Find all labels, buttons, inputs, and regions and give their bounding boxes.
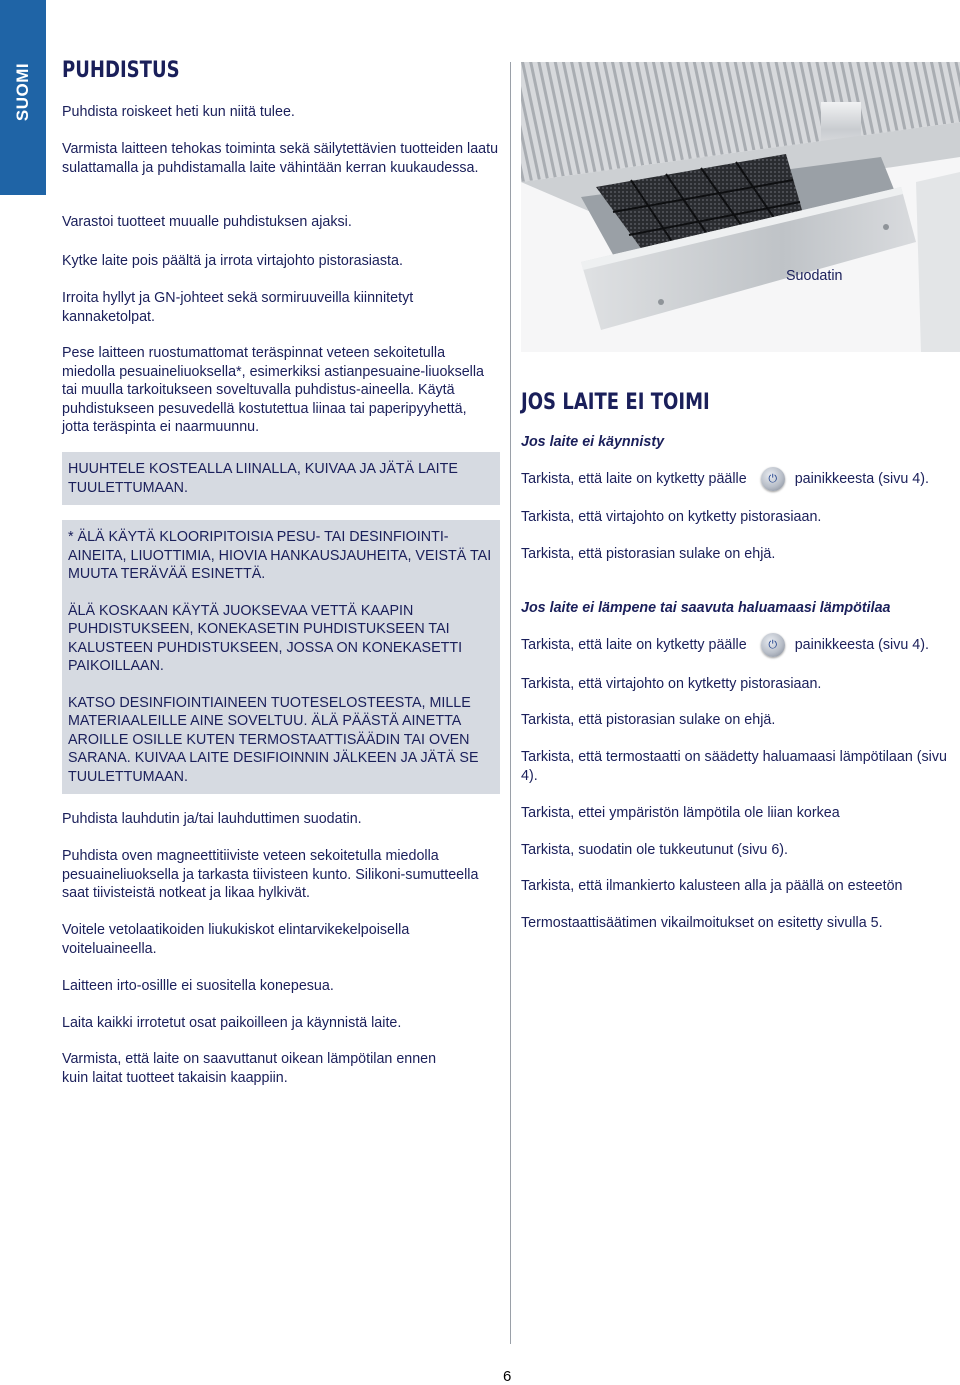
check-line-text: painikkeesta (sivu 4). bbox=[794, 637, 929, 653]
notice-text: ÄLÄ KOSKAAN KÄYTÄ JUOKSEVAA VETTÄ KAAPIN PUHDISTUKSEEN, KONEKASETIN PUHDISTUKSEEN TAI KALUSTEEN PUHDISTUKSEEN, JOSSA ON KONEKASETTI PAIKOILLAAN. bbox=[68, 602, 463, 674]
notice-text: HUUHTELE KOSTEALLA LIINALLA, KUIVAA JA JÄTÄ LAITE TUULETTUMAAN. bbox=[68, 461, 458, 496]
check-line bbox=[521, 467, 951, 491]
check-line: Tarkista, että termostaatti on säädetty haluamaasi lämpötilaan (sivu 4). bbox=[521, 749, 947, 784]
check-line: Tarkista, että pistorasian sulake on ehjä. bbox=[521, 712, 776, 728]
figure-caption: Suodatin bbox=[786, 268, 843, 284]
notice-text: * ÄLÄ KÄYTÄ KLOORIPITOISIA PESU- TAI DESINFIOINTI-AINEITA, LIUOTTIMIA, HIOVIA HANKAUSJAUHEITA, VEISTÄ TAI MUUTA TERÄVÄÄ ESINETTÄ. bbox=[68, 529, 492, 582]
section-title-cleaning: PUHDISTUS bbox=[62, 58, 180, 83]
cleaning-paragraph: Varastoi tuotteet muualle puhdistuksen ajaksi. bbox=[62, 214, 352, 230]
cleaning-paragraph: Kytke laite pois päältä ja irrota virtajohto pistorasiasta. bbox=[62, 253, 403, 269]
check-line-text: painikkeesta (sivu 4). bbox=[794, 471, 929, 487]
language-tab bbox=[0, 0, 46, 195]
subheading-not-heating: Jos laite ei lämpene tai saavuta haluamaasi lämpötilaa bbox=[521, 600, 891, 616]
check-line-text: Tarkista, että laite on kytketty päälle bbox=[521, 637, 747, 653]
check-line-text: Tarkista, että laite on kytketty päälle bbox=[521, 471, 747, 487]
cleaning-paragraph: Puhdista roiskeet heti kun niitä tulee. bbox=[62, 104, 295, 120]
cleaning-paragraph: Puhdista lauhdutin ja/tai lauhduttimen suodatin. bbox=[62, 811, 362, 827]
cleaning-paragraph: Laitteen irto-osillle ei suositella konepesua. bbox=[62, 978, 334, 994]
notice-box-rinse bbox=[62, 452, 500, 505]
section-title-troubleshooting: JOS LAITE EI TOIMI bbox=[521, 390, 710, 415]
cleaning-paragraph: Pese laitteen ruostumattomat teräspinnat veteen sekoitetulla miedolla pesuaineliuoksella*, esimerkiksi astianpesuaine-liuoksella tai muulla tarkoitukseen soveltuvalla puhdistus-aineella. Käytä puhdistukseen pesuvedellä kostutettua liinaa tai paperipyyhettä, jotta teräspinta ei naarmuunnu. bbox=[62, 345, 484, 435]
cleaning-paragraph: Irroita hyllyt ja GN-johteet sekä sormiruuveilla kiinnitetyt kannaketolpat. bbox=[62, 290, 414, 325]
cleaning-paragraph: Laita kaikki irrotetut osat paikoilleen ja käynnistä laite. bbox=[62, 1015, 402, 1031]
check-line: Tarkista, ettei ympäristön lämpötila ole liian korkea bbox=[521, 805, 840, 821]
check-line: Tarkista, suodatin ole tukkeutunut (sivu 6). bbox=[521, 842, 789, 858]
subheading-not-starting: Jos laite ei käynnisty bbox=[521, 434, 665, 450]
power-button-icon bbox=[761, 633, 785, 657]
check-line: Termostaattisäätimen vikailmoitukset on esitetty sivulla 5. bbox=[521, 915, 883, 931]
notice-text: KATSO DESINFIOINTIAINEEN TUOTESELOSTEESTA, MILLE MATERIAALEILLE AINE SOVELTUU. ÄLÄ PÄÄSTÄ AINETTA AROILLE OSILLE KUTEN TERMOSTAATTISÄÄDIN TAI OVEN SARANA. KUIVAA LAITE DESIFIOINNIN JÄLKEEN JA JÄTÄ SE TUULETTUMAAN. bbox=[68, 694, 479, 785]
check-line: Tarkista, että ilmankierto kalusteen alla ja päällä on esteetön bbox=[521, 878, 903, 894]
check-line: Tarkista, että virtajohto on kytketty pistorasiaan. bbox=[521, 509, 822, 525]
cleaning-paragraph: Voitele vetolaatikoiden liukukiskot elintarvikekelpoisella voiteluaineella. bbox=[62, 922, 410, 957]
language-tab-label: SUOMI bbox=[13, 62, 32, 122]
cleaning-paragraph: Varmista, että laite on saavuttanut oikean lämpötilan ennen kuin laitat tuotteet takaisin kaappiin. bbox=[62, 1051, 437, 1086]
power-button-icon bbox=[761, 467, 785, 491]
check-line: Tarkista, että virtajohto on kytketty pistorasiaan. bbox=[521, 676, 822, 692]
check-line bbox=[521, 633, 951, 657]
cleaning-paragraph: Puhdista oven magneettitiiviste veteen sekoitetulla miedolla pesuaineliuoksella ja tarkasta tiivisteen kunto. Silikoni-sumutteella saat tiivisteistä notkeat ja likaa hylkivät. bbox=[62, 848, 479, 901]
notice-box-warnings bbox=[62, 520, 500, 794]
check-line: Tarkista, että pistorasian sulake on ehjä. bbox=[521, 546, 776, 562]
filter-drawer-photo bbox=[521, 62, 960, 352]
cleaning-paragraph: Varmista laitteen tehokas toiminta sekä säilytettävien tuotteiden laatu sulattamalla ja puhdistamalla laite vähintään kerran kuukaudessa. bbox=[62, 141, 499, 176]
page-number: 6 bbox=[503, 1368, 512, 1385]
column-divider bbox=[510, 62, 511, 1344]
